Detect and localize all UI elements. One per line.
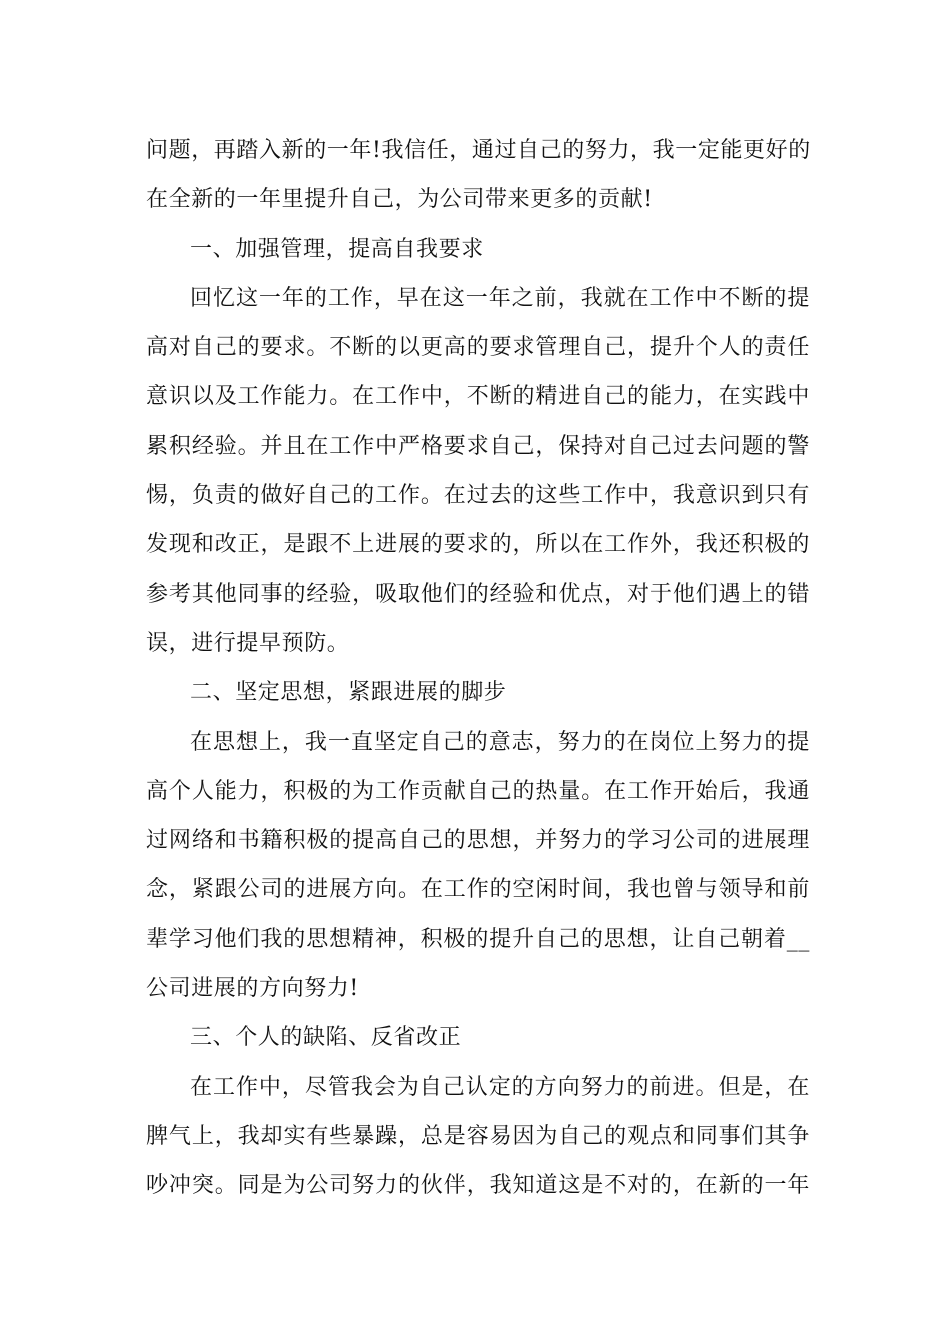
text-line: 在全新的一年里提升自己，为公司带来更多的贡献!	[146, 187, 653, 213]
text-line: 意识以及工作能力。在工作中，不断的精进自己的能力，在实践中	[146, 384, 810, 410]
text-line: 在思想上，我一直坚定自己的意志，努力的在岗位上努力的提	[190, 729, 810, 755]
text-line: 一、加强管理，提高自我要求	[190, 236, 484, 262]
text-line: 过网络和书籍积极的提高自己的思想，并努力的学习公司的进展理	[146, 828, 810, 854]
text-line: 在工作中，尽管我会为自己认定的方向努力的前进。但是，在	[190, 1074, 810, 1100]
text-line: 脾气上，我却实有些暴躁，总是容易因为自己的观点和同事们其争	[146, 1123, 810, 1149]
text-line: 高对自己的要求。不断的以更高的要求管理自己，提升个人的责任	[146, 335, 810, 361]
text-line: 误，进行提早预防。	[146, 630, 350, 656]
text-line: 问题，再踏入新的一年!我信任，通过自己的努力，我一定能更好的	[146, 138, 811, 163]
text-line: 发现和改正，是跟不上进展的要求的，所以在工作外，我还积极的	[146, 532, 810, 558]
text-line: 参考其他同事的经验，吸取他们的经验和优点，对于他们遇上的错	[146, 581, 810, 607]
body-text	[146, 126, 810, 1211]
text-line: 吵冲突。同是为公司努力的伙伴，我知道这是不对的，在新的一年	[146, 1173, 810, 1199]
text-line: 高个人能力，积极的为工作贡献自己的热量。在工作开始后，我通	[146, 778, 810, 804]
text-line: 公司进展的方向努力!	[146, 976, 359, 1002]
text-line: 回忆这一年的工作，早在这一年之前，我就在工作中不断的提	[190, 285, 810, 311]
text-line: 辈学习他们我的思想精神，积极的提升自己的思想，让自己朝着__	[146, 926, 810, 952]
text-line: 三、个人的缺陷、反省改正	[190, 1025, 462, 1051]
text-line: 念，紧跟公司的进展方向。在工作的空闲时间，我也曾与领导和前	[146, 877, 810, 903]
text-line: 惕，负责的做好自己的工作。在过去的这些工作中，我意识到只有	[146, 483, 810, 509]
text-line: 二、坚定思想，紧跟进展的脚步	[190, 680, 507, 706]
text-line: 累积经验。并且在工作中严格要求自己，保持对自己过去问题的警	[146, 433, 810, 459]
